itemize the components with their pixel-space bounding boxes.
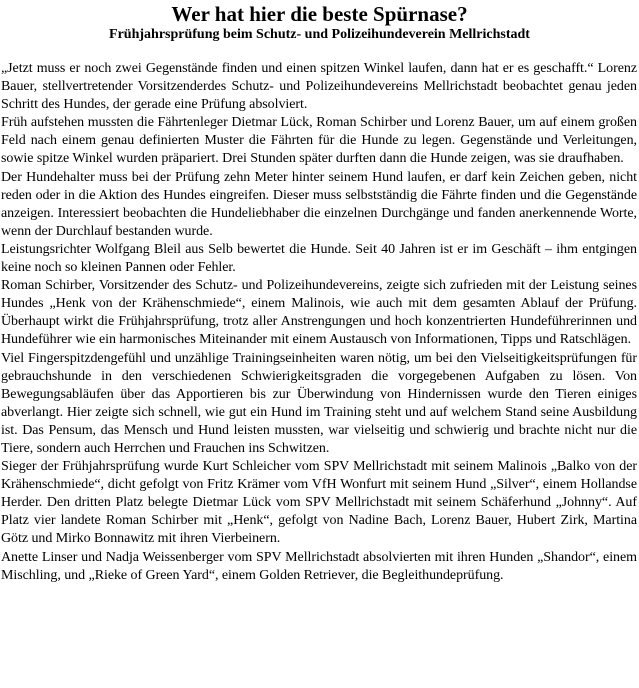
article-paragraph: „Jetzt muss er noch zwei Gegenstände finden und einen spitzen Winkel laufen, dann hat er es geschafft.“ Lorenz Bauer, stellvertretender Vorsitzenderdes Schutz- und Polizeihundevereins Mellrichstadt beobachtet genau jeden Schritt des Hundes, der gerade eine Prüfung absolviert. — [1, 61, 637, 113]
article-paragraph: Anette Linser und Nadja Weissenberger vom SPV Mellrichstadt absolvierten mit ihren Hunden „Shandor“, einem Mischling, und „Rieke of Green Yard“, einem Golden Retriever, die Begleithundeprüfung. — [1, 549, 637, 583]
article-paragraph: Leistungsrichter Wolfgang Bleil aus Selb bewertet die Hunde. Seit 40 Jahren ist er im Geschäft – ihm entgingen keine noch so kleinen Pannen oder Fehler. — [1, 241, 637, 276]
article-subheadline: Frühjahrsprüfung beim Schutz- und Polizeihundeverein Mellrichstadt — [109, 27, 530, 42]
article-paragraph: Der Hundehalter muss bei der Prüfung zehn Meter hinter seinem Hund laufen, er darf kein Zeichen geben, nicht reden oder in die Aktion des Hundes eingreifen. Dieser muss selbstständig die Fährte finden und die Gegenstände anzeigen. Interessiert beobachten die Hundeliebhaber die einzelnen Durchgänge und fanden anerkennende Worte, wenn der Durchlauf bestanden wurde. — [1, 169, 637, 239]
article-paragraph: Früh aufstehen mussten die Fährtenleger Dietmar Lück, Roman Schirber und Lorenz Bauer, um auf einem großen Feld nach einem genau definierten Muster die Fährten für die Hunde zu legen. Gegenstände und Verleitungen, sowie spitze Winkel wurden präpariert. Drei Stunden später durften dann die Hunde zeigen, was sie draufhaben. — [1, 115, 637, 167]
article-headline: Wer hat hier die beste Spürnase? — [171, 2, 468, 26]
article-paragraph: Sieger der Frühjahrsprüfung wurde Kurt Schleicher vom SPV Mellrichstadt mit seinem Malinois „Balko von der Krähenschmiede“, dicht gefolgt von Fritz Krämer vom VfH Wonfurt mit seinem Hund „Silver“, einem Hollandse Herder. Den dritten Platz belegte Dietmar Lück vom SPV Mellrichstadt mit seinem Schäferhund „Johnny“. Auf Platz vier landete Roman Schirber mit „Henk“, gefolgt von Nadine Bach, Lorenz Bauer, Hubert Zirk, Martina Götz und Mirko Bonnawitz mit ihren Vierbeinern. — [1, 459, 637, 547]
article-body — [0, 60, 637, 585]
article-paragraph: Roman Schirber, Vorsitzender des Schutz- und Polizeihundevereins, zeigte sich zufrieden mit der Leistung seines Hundes „Henk von der Krähenschmiede“, einem Malinois, wie auch mit dem gesamten Ablauf der Prüfung. Überhaupt wirkt die Frühjahrsprüfung, trotz aller Anstrengungen und hoch konzentrierten Hundeführerinnen und Hundeführer wie ein harmonisches Miteinander mit einem Austausch von Informationen, Tipps und Ratschlägen. — [1, 278, 637, 348]
article-paragraph: Viel Fingerspitzdengefühl und unzählige Trainingseinheiten waren nötig, um bei den Vielseitigkeitsprüfungen für gebrauchshunde in den verschiedenen Schwierigkeitsgraden die vorgegebenen Aufgaben zu lösen. Von Bewegungsabläufen über das Apportieren bis zur Überwindung von Hindernissen wurde den Tieren einiges abverlangt. Hier zeigte sich schnell, wie gut ein Hund im Training steht und auf welchem Stand seine Ausbildung ist. Das Pensum, das Mensch und Hund leisten mussten, war vielseitig und schwierig und brachte nicht nur die Tiere, sondern auch Herrchen und Frauchen ins Schwitzen. — [1, 350, 637, 456]
